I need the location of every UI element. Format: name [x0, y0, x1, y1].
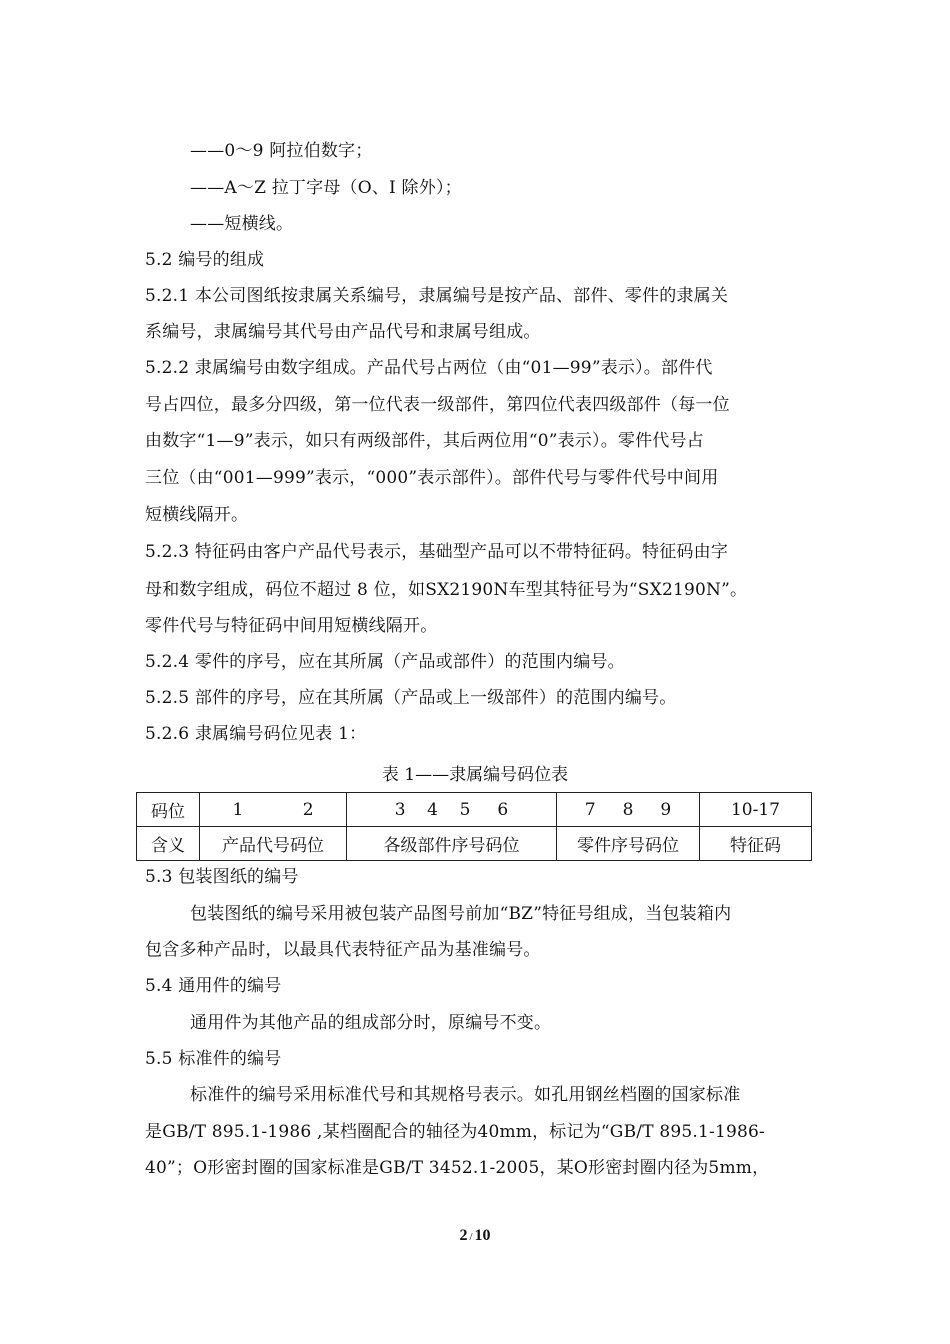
- section-heading: 5.2 编号的组成: [145, 250, 265, 270]
- text-line: 系编号，隶属编号其代号由产品代号和隶属号组成。: [145, 322, 541, 342]
- text-line: 由数字“1—9”表示，如只有两级部件，其后两位用“0”表示）。零件代号占: [145, 431, 704, 451]
- page-separator: /: [469, 1231, 473, 1243]
- text-line: 零件代号与特征码中间用短横线隔开。: [145, 616, 438, 636]
- section-heading: 5.4 通用件的编号: [145, 976, 282, 996]
- text-line: 是GB/T 895.1-1986 ,某档圈配合的轴径为40mm，标记为“GB/T 895.1-1986-: [145, 1122, 765, 1142]
- text-line: 三位（由“001—999”表示，“000”表示部件）。部件代号与零件代号中间用: [145, 468, 719, 488]
- table-cell: 产品代号码位: [200, 827, 347, 861]
- table-cell: 码位: [137, 793, 200, 827]
- table-cell: 3 4 5 6: [347, 793, 557, 827]
- table-caption: 表 1——隶属编号码位表: [381, 765, 569, 785]
- section-heading: 5.3 包装图纸的编号: [145, 867, 299, 887]
- table-cell: 7 8 9: [557, 793, 700, 827]
- text-line: 短横线隔开。: [145, 505, 249, 525]
- table-cell: 各级部件序号码位: [347, 827, 557, 861]
- text-line: 5.2.2 隶属编号由数字组成。产品代号占两位（由“01—99”表示）。部件代: [145, 358, 713, 378]
- table-cell: 1 2: [200, 793, 347, 827]
- text-line: 5.2.3 特征码由客户产品代号表示，基础型产品可以不带特征码。特征码由字: [145, 542, 729, 562]
- text-line: 包装图纸的编号采用被包装产品图号前加“BZ”特征号组成，当包装箱内: [190, 904, 732, 924]
- table-cell: 含义: [137, 827, 200, 861]
- current-page: 2: [459, 1227, 468, 1244]
- code-position-table: [136, 792, 812, 861]
- text-line: 5.2.1 本公司图纸按隶属关系编号，隶属编号是按产品、部件、零件的隶属关: [145, 286, 729, 306]
- section-heading: 5.5 标准件的编号: [145, 1049, 282, 1069]
- text-line: ——0～9 阿拉伯数字；: [190, 141, 373, 161]
- text-line: 标准件的编号采用标准代号和其规格号表示。如孔用钢丝档圈的国家标准: [190, 1085, 741, 1105]
- text-line: 号占四位，最多分四级，第一位代表一级部件，第四位代表四级部件（每一位: [145, 395, 730, 415]
- text-line: 5.2.4 零件的序号，应在其所属（产品或部件）的范围内编号。: [145, 652, 625, 672]
- page-number: [0, 1227, 950, 1245]
- text-line: 包含多种产品时，以最具代表特征产品为基准编号。: [145, 940, 541, 960]
- table-cell: 特征码: [700, 827, 812, 861]
- table-row: [137, 793, 812, 827]
- text-line: ——A～Z 拉丁字母（O、I 除外）；: [190, 178, 462, 198]
- text-line: 5.2.6 隶属编号码位见表 1：: [145, 724, 367, 744]
- text-line: 40”；O形密封圈的国家标准是GB/T 3452.1-2005，某O形密封圈内径为5mm，: [145, 1158, 770, 1178]
- table-cell: 零件序号码位: [557, 827, 700, 861]
- total-pages: 10: [474, 1227, 491, 1244]
- table-cell: 10-17: [700, 793, 812, 827]
- table-row: [137, 827, 812, 861]
- text-line: ——短横线。: [190, 214, 294, 234]
- text-line: 母和数字组成，码位不超过 8 位，如SX2190N车型其特征号为“SX2190N”。: [145, 580, 748, 600]
- text-line: 5.2.5 部件的序号，应在其所属（产品或上一级部件）的范围内编号。: [145, 688, 677, 708]
- text-line: 通用件为其他产品的组成部分时，原编号不变。: [190, 1013, 552, 1033]
